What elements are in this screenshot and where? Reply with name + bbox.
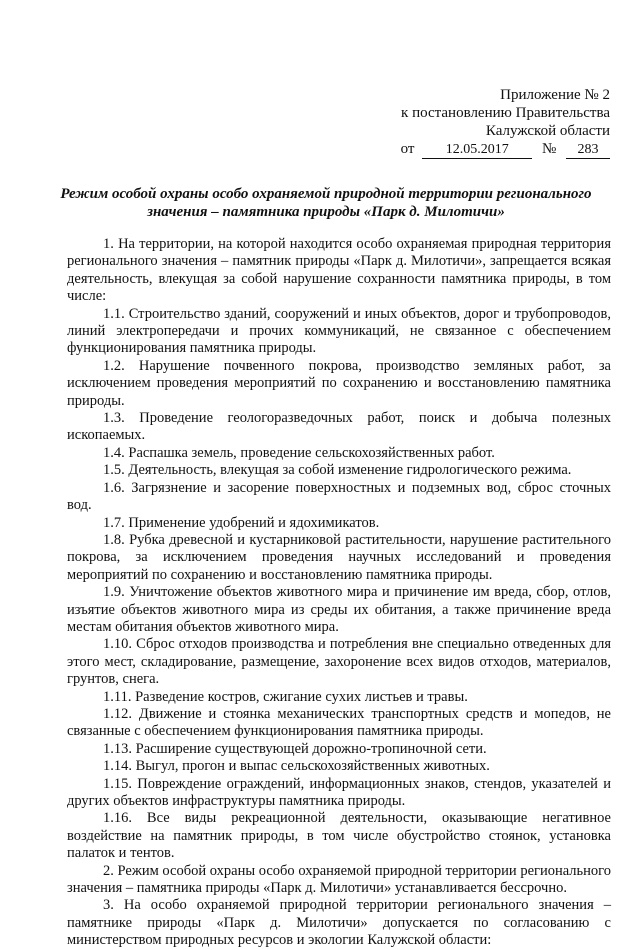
paragraph: 1.6. Загрязнение и засорение поверхностных и подземных вод, сброс сточных вод.: [67, 479, 611, 514]
paragraph: 1. На территории, на которой находится особо охраняемая природная территория регионального значения – памятник природы «Парк д. Милотичи», запрещается всякая деятельность, влекущая за собой нарушение сохранности памятника природы, в том числе:: [67, 236, 611, 305]
paragraph: 1.3. Проведение геологоразведочных работ, поиск и добыча полезных ископаемых.: [67, 410, 611, 444]
appendix-decree-line: к постановлению Правительства: [401, 105, 610, 121]
paragraph: 1.2. Нарушение почвенного покрова, производство земляных работ, за исключением проведения мероприятий по сохранению и восстановлению памятника природы.: [67, 357, 611, 409]
decree-date: 12.05.2017: [422, 142, 532, 159]
paragraph: 1.12. Движение и стоянка механических транспортных средств и мопедов, не связанные с обеспечением функционирования памятника природы.: [67, 705, 611, 740]
appendix-region-line: Калужской области: [485, 123, 610, 139]
document-body: [67, 236, 611, 950]
paragraph: 2. Режим особой охраны особо охраняемой природной территории регионального значения – памятника природы «Парк д. Милотичи» устанавливается бессрочно.: [67, 862, 611, 897]
from-label: от: [400, 141, 415, 157]
paragraph: 1.4. Распашка земель, проведение сельскохозяйственных работ.: [103, 444, 495, 461]
paragraph: 1.8. Рубка древесной и кустарниковой растительности, нарушение растительного покрова, за исключением проведения научных исследований и проведения мероприятий по сохранению и восстановлению памятника природы.: [67, 531, 611, 583]
decree-reference: [310, 140, 610, 159]
paragraph: 1.1. Строительство зданий, сооружений и иных объектов, дорог и трубопроводов, линий электропередачи и прочих коммуникаций, не связанное с обеспечением функционирования памятника природы.: [67, 305, 611, 357]
title-line-2: значения – памятника природы «Парк д. Милотичи»: [147, 204, 505, 220]
paragraph: 1.13. Расширение существующей дорожно-тропиночной сети.: [103, 740, 487, 757]
paragraph: 1.9. Уничтожение объектов животного мира и причинение им вреда, сбор, отлов, изъятие объектов животного мира из среды их обитания, а также причинение вреда местам обитания объектов животного мира.: [67, 584, 611, 635]
paragraph: 1.15. Повреждение ограждений, информационных знаков, стендов, указателей и других объектов инфраструктуры памятника природы.: [67, 775, 611, 809]
paragraph: 1.11. Разведение костров, сжигание сухих листьев и травы.: [103, 688, 468, 705]
paragraph: 1.5. Деятельность, влекущая за собой изменение гидрологического режима.: [103, 462, 572, 479]
paragraph: 1.16. Все виды рекреационной деятельности, оказывающие негативное воздействие на памятник природы, в том числе обустройство стоянок, установка палаток и тентов.: [67, 810, 611, 862]
appendix-header: [310, 86, 610, 159]
title-line-1: Режим особой охраны особо охраняемой природной территории регионального: [60, 186, 592, 202]
number-label: №: [541, 141, 557, 157]
paragraph: 3. На особо охраняемой природной территории регионального значения – памятнике природы «Парк д. Милотичи» допускается по согласованию с министерством природных ресурсов и экологии Калужской области:: [67, 897, 611, 949]
paragraph: 1.10. Сброс отходов производства и потребления вне специально отведенных для этого мест, складирование, размещение, захоронение всех видов отходов, материалов, грунтов, снега.: [67, 636, 611, 688]
document-title: [60, 185, 592, 221]
decree-number: 283: [566, 142, 610, 159]
appendix-number: Приложение № 2: [500, 87, 610, 103]
paragraph: 1.7. Применение удобрений и ядохимикатов.: [103, 514, 380, 531]
paragraph: 1.14. Выгул, прогон и выпас сельскохозяйственных животных.: [103, 758, 490, 775]
